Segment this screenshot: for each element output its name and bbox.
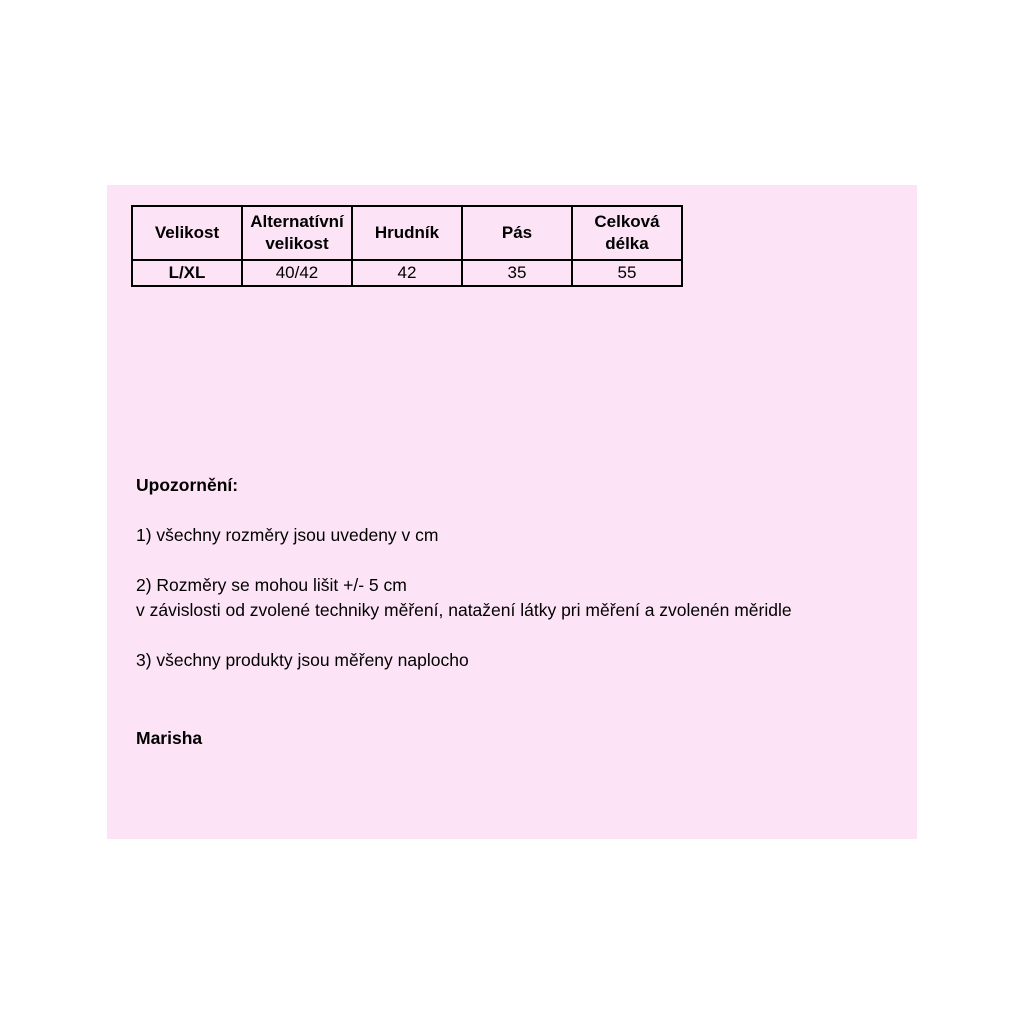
cell-chest: 42 xyxy=(352,260,462,286)
signature: Marisha xyxy=(136,728,203,748)
header-total-length xyxy=(572,206,682,260)
note-item-2-line-1: 2) Rozměry se mohou lišit +/- 5 cm xyxy=(136,575,407,595)
header-total-length-line1: Celková xyxy=(594,212,660,231)
header-alternative-size xyxy=(242,206,352,260)
header-total-length-line2: délka xyxy=(605,234,649,253)
note-item-1: 1) všechny rozměry jsou uvedeny v cm xyxy=(136,525,439,545)
cell-alternative-size: 40/42 xyxy=(242,260,352,286)
note-item-2-line-2: v závislosti od zvolené techniky měření, natažení látky pri měření a zvolenén měridle xyxy=(136,600,792,620)
notes-section xyxy=(136,473,906,751)
header-alternative-size-line2: velikost xyxy=(265,234,329,253)
cell-size: L/XL xyxy=(132,260,242,286)
table-row xyxy=(132,260,682,286)
cell-total-length: 55 xyxy=(572,260,682,286)
header-waist: Pás xyxy=(462,206,572,260)
header-alternative-size-line1: Alternatívní xyxy=(250,212,344,231)
size-table xyxy=(131,205,683,287)
table-header-row xyxy=(132,206,682,260)
note-item-3: 3) všechny produkty jsou měřeny naplocho xyxy=(136,650,469,670)
cell-waist: 35 xyxy=(462,260,572,286)
notes-heading: Upozornění: xyxy=(136,475,239,495)
header-size: Velikost xyxy=(132,206,242,260)
size-chart-panel xyxy=(107,185,917,839)
header-chest: Hrudník xyxy=(352,206,462,260)
